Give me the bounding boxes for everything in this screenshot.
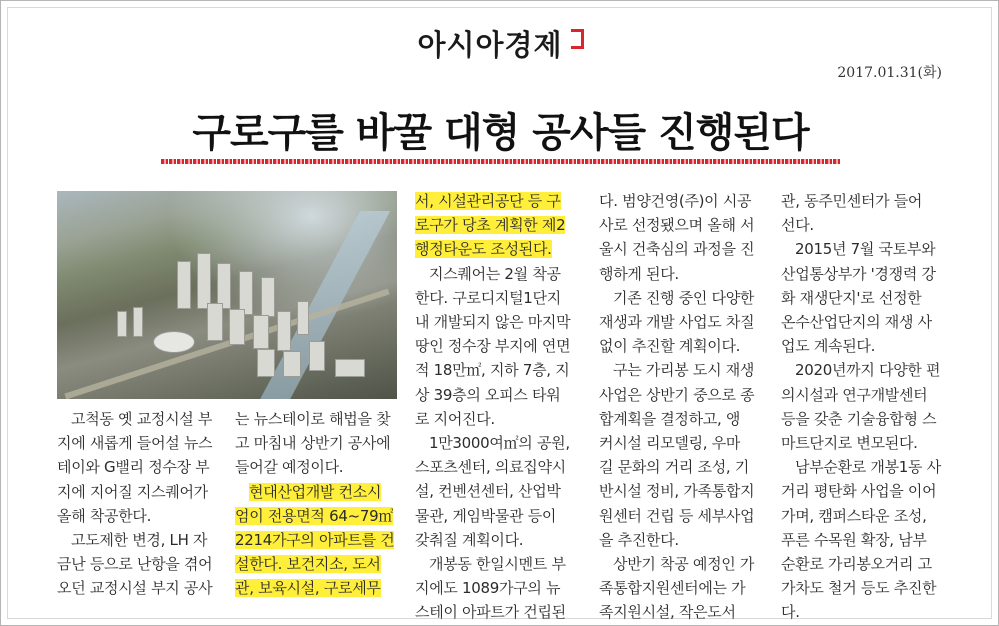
article-line <box>781 479 947 503</box>
article-text: 을 추진한다. <box>599 530 679 549</box>
article-column-3 <box>415 189 583 625</box>
article-line <box>599 552 767 576</box>
article-line <box>599 528 767 552</box>
article-text: 개봉동 한일시멘트 부 <box>429 555 566 574</box>
article-line <box>57 480 227 504</box>
article-text: 상 39층의 오피스 타워 <box>415 385 561 404</box>
article-line <box>599 479 767 503</box>
article-text: 지에 새롭게 들어설 뉴스 <box>57 434 213 453</box>
article-text: 사로 선정됐으며 올해 서 <box>599 216 755 235</box>
article-text: 고척동 옛 교정시설 부 <box>71 410 213 428</box>
article-text: 물관, 게임박물관 등이 <box>415 506 557 525</box>
highlighted-text: 로구가 당초 계획한 제2 <box>415 216 566 235</box>
article-text: 기존 진행 중인 다양한 <box>613 288 755 307</box>
article-text: 의시설과 연구개발센터 <box>781 385 928 404</box>
logo-mark-icon <box>571 29 584 49</box>
article-text: 지스퀘어는 2월 착공 <box>429 264 561 283</box>
article-line <box>415 383 583 407</box>
article-text: 없이 추진할 계획이다. <box>599 337 741 356</box>
article-line <box>415 213 583 237</box>
article-line <box>415 600 583 624</box>
article-text: 거리 평탄화 사업을 이어 <box>781 482 937 501</box>
article-line <box>781 237 947 261</box>
article-text: 내 개발되지 않은 마지막 <box>415 313 571 332</box>
highlighted-text: 설한다. 보건지소, 도서 <box>235 555 381 574</box>
article-line <box>235 455 399 479</box>
article-line <box>415 504 583 528</box>
article-line <box>599 576 767 600</box>
article-line <box>57 407 227 431</box>
highlighted-text: 행정타운도 조성된다. <box>415 240 552 259</box>
article-text: 울시 건축심의 과정을 진 <box>599 240 755 259</box>
article-line <box>415 262 583 286</box>
article-line <box>415 479 583 503</box>
article-text: 족통합지원센터에는 가 <box>599 579 746 598</box>
article-line <box>599 237 767 261</box>
article-line <box>235 504 399 528</box>
article-text: 재생과 개발 사업도 차질 <box>599 313 755 332</box>
highlighted-text: 2214가구의 아파트를 건 <box>235 531 395 550</box>
article-column-1 <box>57 407 227 601</box>
article-line <box>599 504 767 528</box>
article-text: 오던 교정시설 부지 공사 <box>57 579 213 598</box>
headline: 구로구를 바꿀 대형 공사들 진행된다 <box>192 110 809 156</box>
article-line <box>415 407 583 431</box>
highlighted-text: 엄이 전용면적 64~79㎡ <box>235 506 394 525</box>
article-line <box>599 286 767 310</box>
article-line <box>599 431 767 455</box>
article-line <box>781 310 947 334</box>
highlighted-text: 서, 시설관리공단 등 구 <box>415 192 561 210</box>
article-line <box>415 358 583 382</box>
article-text: 등을 갖춘 기술융합형 스 <box>781 409 937 428</box>
article-line <box>415 310 583 334</box>
article-text: 스포츠센터, 의료집약시 <box>415 458 566 477</box>
article-text: 행하게 된다. <box>599 264 679 283</box>
article-line <box>57 455 227 479</box>
article-text: 한다. 구로디지털1단지 <box>415 288 561 307</box>
article-text: 금난 등으로 난항을 겪어 <box>57 555 213 574</box>
article-text: 화 재생단지'로 선정한 <box>781 288 922 307</box>
article-line <box>781 552 947 576</box>
aerial-city-photo <box>57 191 397 399</box>
article-text: 1만3000여㎡의 공원, <box>429 434 570 453</box>
article-text: 적 18만㎡, 지하 7층, 지 <box>415 361 570 380</box>
article-line <box>599 358 767 382</box>
article-text: 합계획을 결정하고, 앵 <box>599 409 741 428</box>
article-text: 업도 계속된다. <box>781 337 876 356</box>
article-text: 반시설 정비, 가족통합지 <box>599 482 755 501</box>
article-line <box>781 383 947 407</box>
article-text: 고 마침내 상반기 공사에 <box>235 434 391 453</box>
article-line <box>57 504 227 528</box>
article-text: 로 지어진다. <box>415 409 495 428</box>
article-text: 는 뉴스테이로 해법을 찾 <box>235 410 391 428</box>
article-line <box>781 528 947 552</box>
dome-building-icon <box>153 331 195 353</box>
masthead-logo <box>1 23 999 64</box>
article-line <box>599 383 767 407</box>
article-line <box>781 600 947 624</box>
article-line <box>781 334 947 358</box>
article-text: 2015년 7월 국토부와 <box>795 240 936 259</box>
article-line <box>57 528 227 552</box>
article-text: 사업은 상반기 중으로 종 <box>599 385 755 404</box>
article-line <box>235 552 399 576</box>
article-text: 순환로 가리봉오거리 고 <box>781 555 932 574</box>
article-text: 지에도 1089가구의 뉴 <box>415 579 561 598</box>
article-line <box>235 480 399 504</box>
article-text: 산업통상부가 '경쟁력 강 <box>781 264 936 283</box>
article-line <box>415 576 583 600</box>
article-text: 커시설 리모델링, 우마 <box>599 434 741 453</box>
article-line <box>599 262 767 286</box>
article-line <box>415 528 583 552</box>
article-text: 선다. <box>781 216 814 235</box>
article-text: 가며, 캠퍼스타운 조성, <box>781 506 927 525</box>
article-line <box>235 407 399 431</box>
article-text: 갖춰질 계획이다. <box>415 530 524 549</box>
article-line <box>599 407 767 431</box>
article-text: 마트단지로 변모된다. <box>781 434 918 453</box>
article-line <box>599 600 767 624</box>
article-line <box>599 310 767 334</box>
article-text: 들어갈 예정이다. <box>235 458 344 477</box>
article-text: 테이와 G밸리 정수장 부 <box>57 458 210 477</box>
article-line <box>57 431 227 455</box>
article-line <box>415 552 583 576</box>
article-line <box>781 504 947 528</box>
highlighted-text: 현대산업개발 컨소시 <box>249 482 382 501</box>
article-text: 족지원시설, 작은도서 <box>599 603 736 622</box>
article-line <box>781 262 947 286</box>
article-text: 설, 컨벤션센터, 산업박 <box>415 482 561 501</box>
article-line <box>781 358 947 382</box>
article-text: 길 문화의 거리 조성, 기 <box>599 458 750 477</box>
article-line <box>781 431 947 455</box>
article-text: 다. 범양건영(주)이 시공 <box>599 192 752 210</box>
article-line <box>57 552 227 576</box>
article-line <box>235 431 399 455</box>
article-text: 스테이 아파트가 건립된 <box>415 603 566 622</box>
article-text: 2020년까지 다양한 편 <box>795 361 941 380</box>
highlighted-text: 관, 보육시설, 구로세무 <box>235 579 381 598</box>
article-line <box>781 576 947 600</box>
publication-date: 2017.01.31(화) <box>837 65 942 81</box>
article-line <box>415 334 583 358</box>
article-text: 땅인 정수장 부지에 연면 <box>415 337 571 356</box>
article-line <box>781 286 947 310</box>
article-line <box>781 455 947 479</box>
article-text: 가차도 철거 등도 추진한 <box>781 579 937 598</box>
article-line <box>599 213 767 237</box>
article-line <box>415 286 583 310</box>
article-text: 다. <box>781 603 800 622</box>
logo-text: 아시아경제 <box>417 28 563 62</box>
article-text: 올해 착공한다. <box>57 506 152 525</box>
article-text: 남부순환로 개봉1동 사 <box>795 458 941 477</box>
article-text: 상반기 착공 예정인 가 <box>613 555 755 574</box>
article-line <box>415 189 583 213</box>
article-line <box>599 189 767 213</box>
article-line <box>599 334 767 358</box>
article-column-2 <box>235 407 399 601</box>
article-text: 지에 지어질 지스퀘어가 <box>57 482 208 501</box>
article-line <box>781 189 947 213</box>
article-column-5 <box>781 189 947 625</box>
article-text: 푸른 수목원 확장, 남부 <box>781 530 927 549</box>
article-line <box>415 455 583 479</box>
article-text: 관, 동주민센터가 들어 <box>781 192 923 210</box>
article-line <box>57 576 227 600</box>
article-line <box>781 213 947 237</box>
article-text: 온수산업단지의 재생 사 <box>781 313 932 332</box>
article-line <box>415 237 583 261</box>
article-text: 고도제한 변경, LH 자 <box>71 531 208 550</box>
article-line <box>781 407 947 431</box>
article-line <box>599 455 767 479</box>
headline-divider <box>161 159 841 164</box>
article-text: 원센터 건립 등 세부사업 <box>599 506 755 525</box>
article-line <box>415 431 583 455</box>
article-line <box>235 576 399 600</box>
article-column-4 <box>599 189 767 625</box>
article-text: 구는 가리봉 도시 재생 <box>613 361 755 380</box>
article-line <box>235 528 399 552</box>
